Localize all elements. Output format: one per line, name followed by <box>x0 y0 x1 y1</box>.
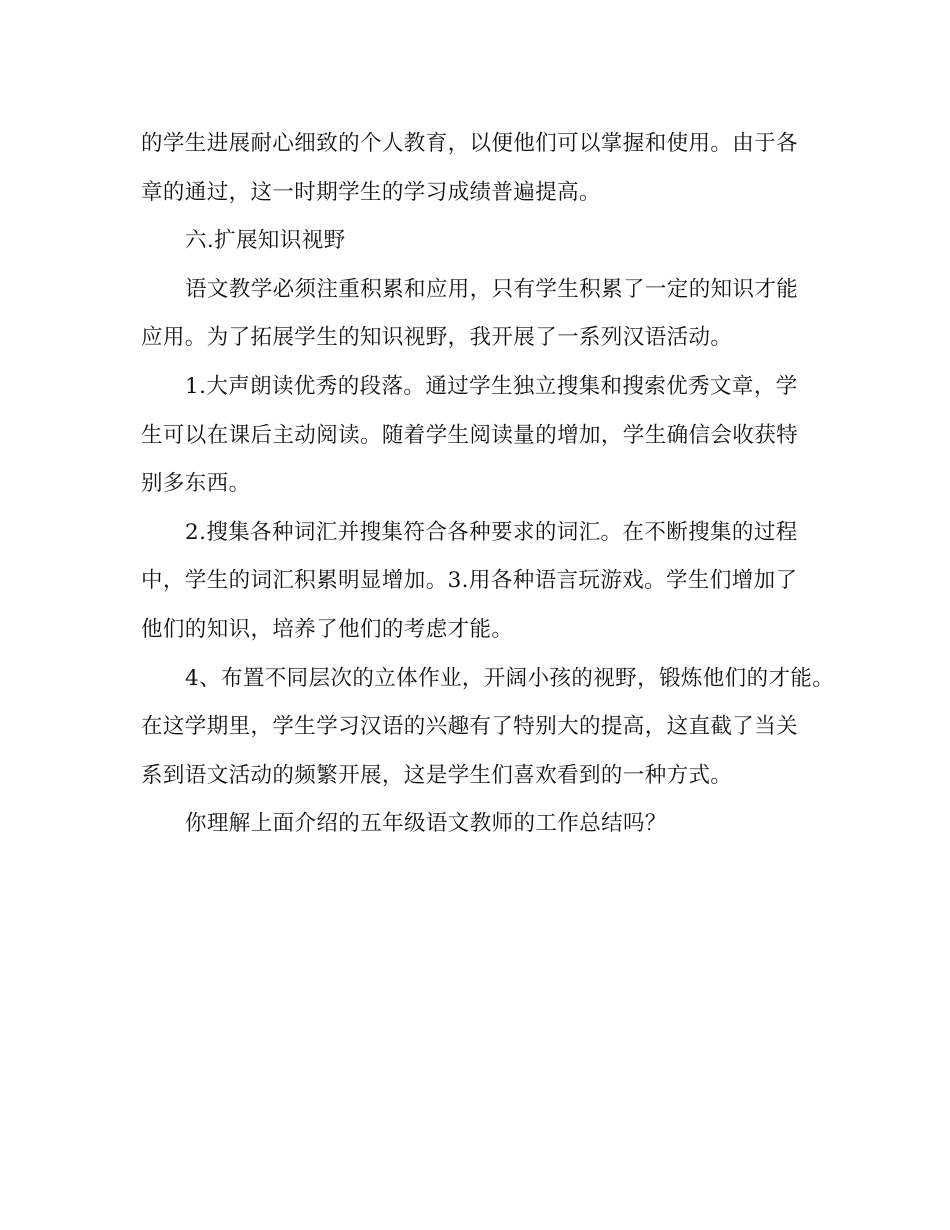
text-line: 的学生进展耐心细致的个人教育，以便他们可以掌握和使用。由于各 <box>141 131 799 156</box>
text-line: 4、布置不同层次的立体作业，开阔小孩的视野，锻炼他们的才能。 <box>185 665 835 691</box>
text-line: 章的通过，这一时期学生的学习成绩普遍提高。 <box>141 179 601 205</box>
closing-question: 你理解上面介绍的五年级语文教师的工作总结吗？ <box>185 811 667 837</box>
text-line: 中，学生的词汇积累明显增加。3.用各种语言玩游戏。学生们增加了 <box>141 568 798 594</box>
text-line: 系到语文活动的频繁开展，这是学生们喜欢看到的一种方式。 <box>141 762 733 788</box>
text-line: 别多东西。 <box>141 471 251 497</box>
text-line: 1.大声朗读优秀的段落。通过学生独立搜集和搜索优秀文章，学 <box>185 373 798 399</box>
section-heading: 六.扩展知识视野 <box>185 228 346 254</box>
text-line: 生可以在课后主动阅读。随着学生阅读量的增加，学生确信会收获特 <box>141 422 799 448</box>
text-line: 应用。为了拓展学生的知识视野，我开展了一系列汉语活动。 <box>141 325 733 351</box>
text-line: 语文教学必须注重积累和应用，只有学生积累了一定的知识才能 <box>185 276 799 302</box>
document-body <box>141 126 835 855</box>
text-line: 他们的知识，培养了他们的考虑才能。 <box>141 616 514 642</box>
text-line: 2.搜集各种词汇并搜集符合各种要求的词汇。在不断搜集的过程 <box>185 519 798 545</box>
text-line: 在这学期里，学生学习汉语的兴趣有了特别大的提高，这直截了当关 <box>141 714 799 740</box>
